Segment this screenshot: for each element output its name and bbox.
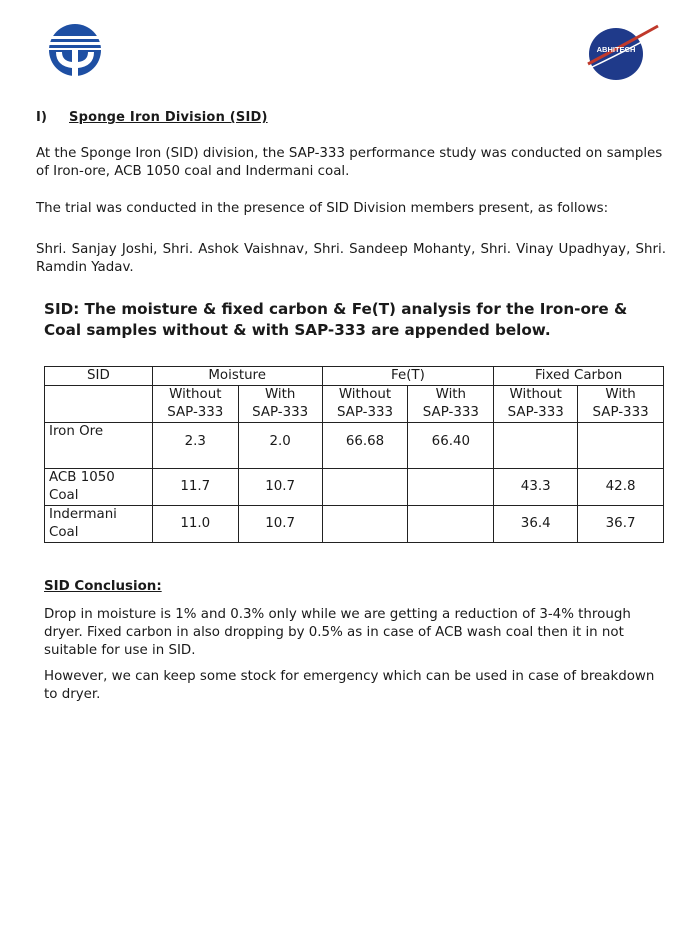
table-cell: 66.40: [408, 423, 494, 469]
subheader-line: With: [605, 387, 636, 402]
subheader-line: Without: [509, 387, 562, 402]
subheader-cell: [152, 386, 238, 423]
subheader-line: SAP-333: [336, 405, 394, 420]
table-header-row: [45, 367, 664, 386]
table-cell: 43.3: [494, 469, 578, 506]
table-cell: 36.4: [494, 506, 578, 543]
header-fixed-carbon: Fixed Carbon: [494, 367, 664, 386]
table-cell: 11.0: [152, 506, 238, 543]
table-cell: 42.8: [578, 469, 664, 506]
table-cell: [408, 469, 494, 506]
subheader-cell: [322, 386, 408, 423]
table-cell: 2.0: [238, 423, 322, 469]
row-label-line: Coal: [49, 525, 79, 540]
abhitech-logo: [582, 18, 662, 82]
trial-paragraph: The trial was conducted in the presence of SID Division members present, as follows:: [36, 201, 609, 216]
row-label-line: Indermani: [49, 507, 117, 522]
table-heading: SID: The moisture & fixed carbon & Fe(T) analysis for the Iron-ore & Coal samples without & with SAP-333 are appended below.: [44, 300, 628, 339]
subheader-line: With: [435, 387, 467, 402]
header-moisture: Moisture: [152, 367, 322, 386]
header-sid: SID: [45, 367, 153, 386]
subheader-blank: [45, 386, 153, 423]
table-subheader-row: [45, 386, 664, 423]
row-label: [45, 469, 153, 506]
analysis-table: [44, 366, 664, 543]
subheader-line: SAP-333: [422, 405, 479, 420]
table-cell: 10.7: [238, 506, 322, 543]
subheader-cell: [408, 386, 494, 423]
subheader-line: SAP-333: [167, 405, 224, 420]
conclusion-heading: SID Conclusion:: [44, 579, 162, 594]
subheader-line: SAP-333: [592, 405, 649, 420]
conclusion-paragraph: Drop in moisture is 1% and 0.3% only while we are getting a reduction of 3-4% through dryer. Fixed carbon in also dropping by 0.5% as in case of ACB wash coal then it in not suitable for use in SID.: [44, 607, 631, 658]
row-label: [45, 506, 153, 543]
table-cell: [494, 423, 578, 469]
table-row: [45, 469, 664, 506]
subheader-cell: [238, 386, 322, 423]
table-cell: 36.7: [578, 506, 664, 543]
row-label-line: Iron Ore: [49, 424, 104, 439]
table-row: [45, 423, 664, 469]
section-number: I): [36, 110, 48, 125]
table-cell: [322, 506, 408, 543]
intro-paragraph: At the Sponge Iron (SID) division, the SAP-333 performance study was conducted on samples of Iron-ore, ACB 1050 coal and Indermani coal.: [36, 146, 663, 179]
section-title: Sponge Iron Division (SID): [69, 110, 268, 125]
header-fet: Fe(T): [322, 367, 494, 386]
table-cell: 11.7: [152, 469, 238, 506]
abhitech-logo-text: ABHITECH: [596, 45, 636, 54]
row-label: [45, 423, 153, 469]
row-label-line: ACB 1050: [49, 470, 115, 485]
members-paragraph: Shri. Sanjay Joshi, Shri. Ashok Vaishnav, Shri. Sandeep Mohanty, Shri. Vinay Upadhyay, Shri. Ramdin Yadav.: [36, 242, 666, 275]
subheader-cell: [494, 386, 578, 423]
table-cell: [408, 506, 494, 543]
table-row: [45, 506, 664, 543]
conclusion-paragraph: However, we can keep some stock for emergency which can be used in case of breakdown to dryer.: [44, 669, 655, 702]
subheader-line: SAP-333: [252, 405, 309, 420]
subheader-line: Without: [338, 387, 392, 402]
section-heading: [36, 110, 268, 125]
row-label-line: Coal: [49, 488, 79, 503]
table-cell: 10.7: [238, 469, 322, 506]
table-cell: 2.3: [152, 423, 238, 469]
table-cell: [322, 469, 408, 506]
subheader-line: SAP-333: [507, 405, 564, 420]
company-emblem-icon: [44, 22, 106, 78]
subheader-line: Without: [169, 387, 222, 402]
subheader-line: With: [264, 387, 296, 402]
table-cell: 66.68: [322, 423, 408, 469]
subheader-cell: [578, 386, 664, 423]
table-cell: [578, 423, 664, 469]
